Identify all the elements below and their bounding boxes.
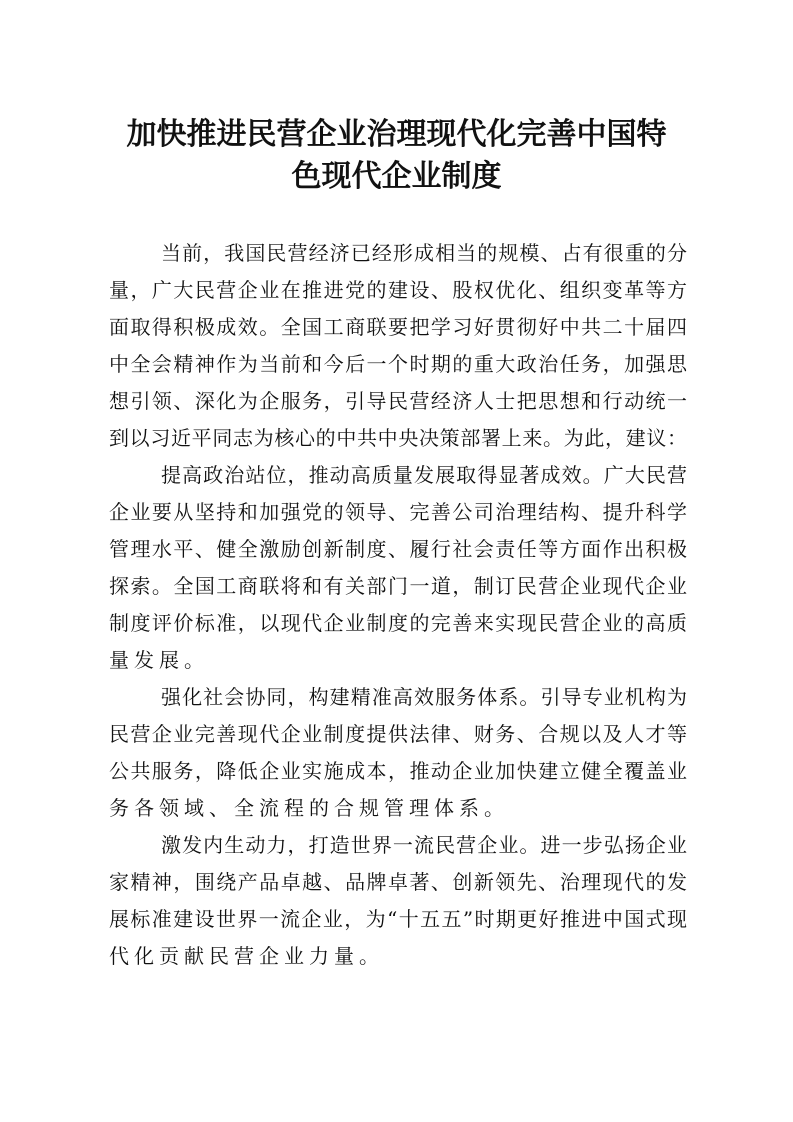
paragraph-line: 激发内生动力，打造世界一流民营企业。进一步弘扬企业: [161, 833, 687, 857]
paragraph-line: 当前，我国民营经济已经形成相当的规模、占有很重的分: [161, 241, 687, 265]
paragraph: [109, 679, 687, 827]
paragraph-line: 企业要从坚持和加强党的领导、完善公司治理结构、提升科学: [109, 500, 687, 524]
paragraph-line: 公共服务，降低企业实施成本，推动企业加快建立健全覆盖业: [109, 759, 687, 783]
paragraph-line: 代化贡献民营企业力量。: [109, 944, 384, 968]
paragraph: [109, 457, 687, 679]
paragraph-line: 强化社会协同，构建精准高效服务体系。引导专业机构为: [161, 685, 687, 709]
paragraph-line: 制度评价标准，以现代企业制度的完善来实现民营企业的高质: [109, 611, 687, 635]
paragraph-line: 务各领域、全流程的合规管理体系。: [109, 796, 509, 820]
paragraph-line: 中全会精神作为当前和今后一个时期的重大政治任务，加强思: [109, 352, 687, 376]
document-title: [90, 114, 703, 198]
paragraph-line: 想引领、深化为企服务，引导民营经济人士把思想和行动统一: [109, 389, 687, 413]
paragraph: [109, 827, 687, 975]
paragraph-line: 管理水平、健全激励创新制度、履行社会责任等方面作出积极: [109, 537, 687, 561]
paragraph-line: 探索。全国工商联将和有关部门一道，制订民营企业现代企业: [109, 574, 687, 598]
paragraph-line: 展标准建设世界一流企业，为“十五五”时期更好推进中国式现: [109, 907, 687, 931]
paragraph-line: 面取得积极成效。全国工商联要把学习好贯彻好中共二十届四: [109, 315, 687, 339]
title-line: 色现代企业制度: [291, 159, 502, 194]
paragraph-line: 家精神，围绕产品卓越、品牌卓著、创新领先、治理现代的发: [109, 870, 687, 894]
paragraph-line: 提高政治站位，推动高质量发展取得显著成效。广大民营: [161, 463, 687, 487]
paragraph-line: 到以习近平同志为核心的中共中央决策部署上来。为此，建议：: [109, 426, 687, 450]
paragraph: [109, 235, 687, 457]
paragraph-line: 量，广大民营企业在推进党的建设、股权优化、组织变革等方: [109, 278, 687, 302]
paragraph-line: 量发展。: [109, 648, 209, 672]
title-line: 加快推进民营企业治理现代化完善中国特: [126, 117, 667, 152]
paragraph-line: 民营企业完善现代企业制度提供法律、财务、合规以及人才等: [109, 722, 687, 746]
document-body: [109, 235, 687, 975]
